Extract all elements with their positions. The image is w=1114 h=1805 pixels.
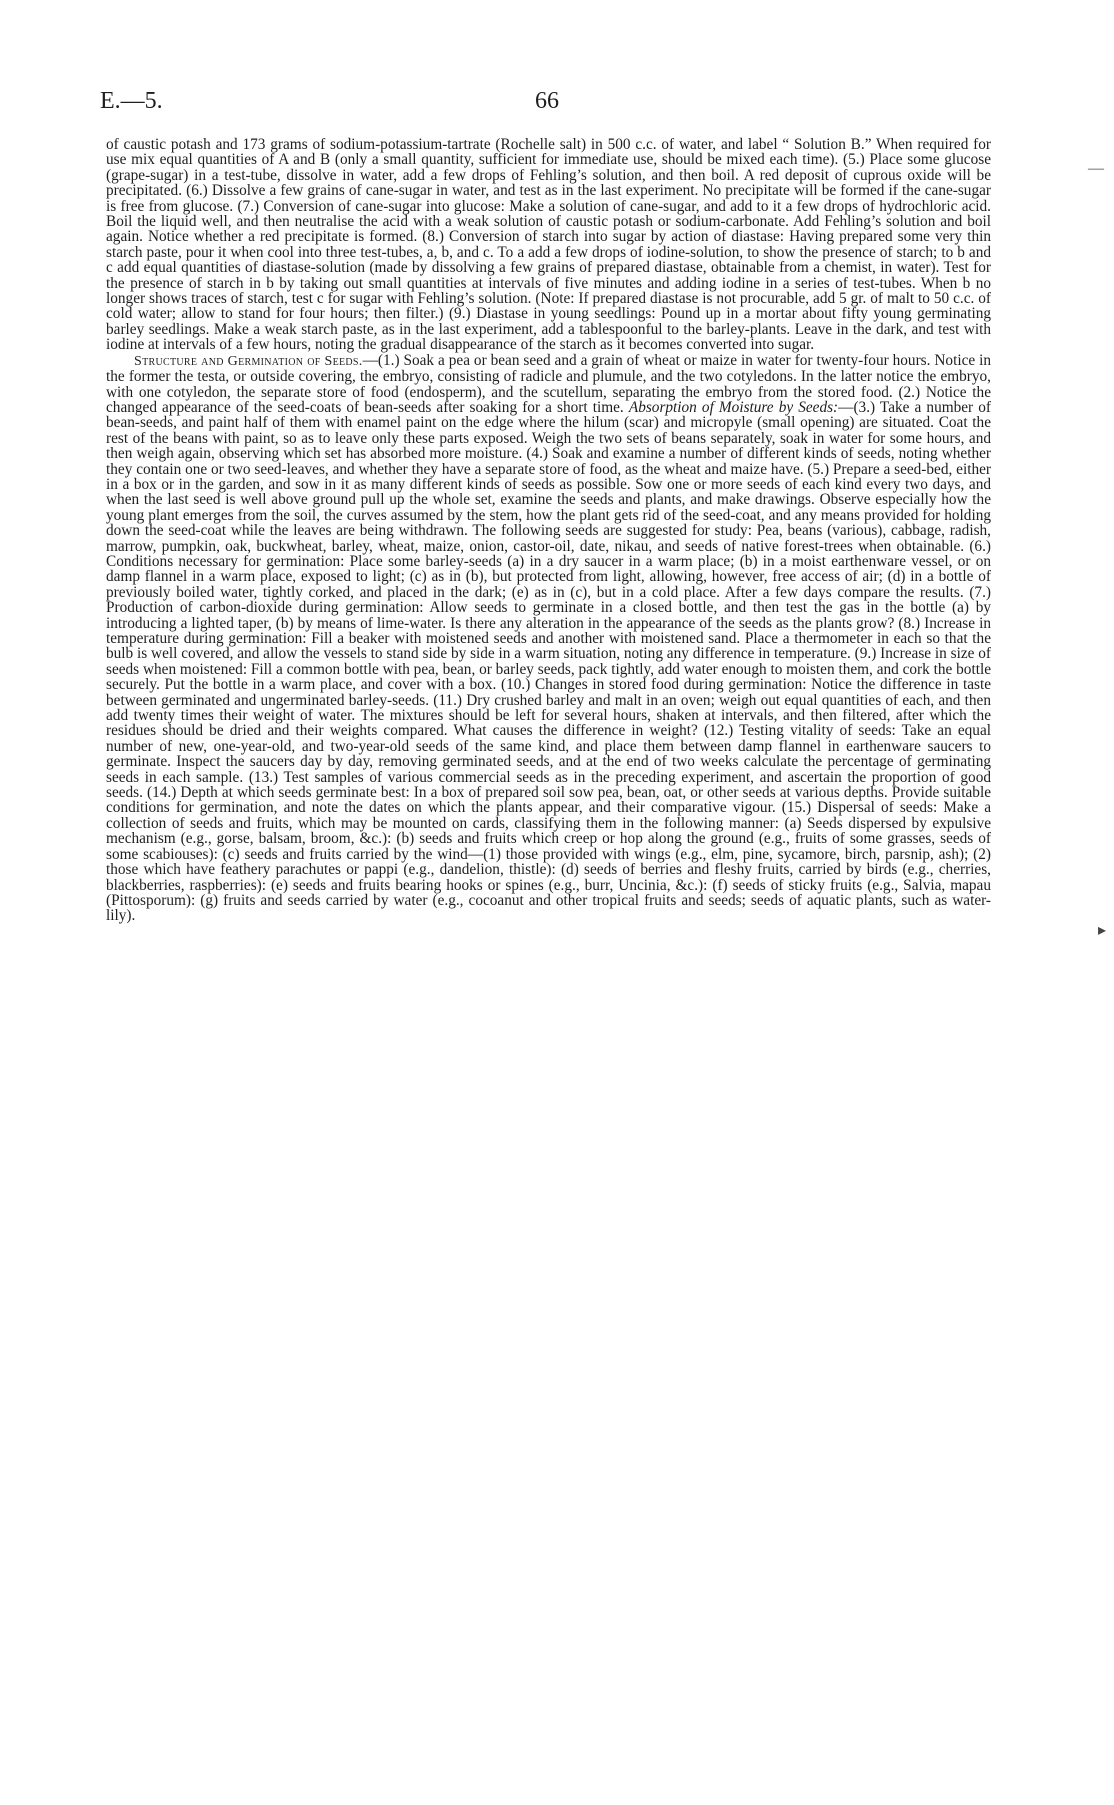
paragraph-seeds-part2: —(3.) Take a number of bean-seeds, and paint half of them with enamel paint on the edge where the hilum (scar) and micropyle (small opening) are situated. Coat the rest of the beans with paint, so as to leave only these parts exposed. Weigh the two sets of beans separately, soak in water for some hours, and then weigh again, observing which set has absorbed more moisture. (4.) Soak and examine a number of different kinds of seeds, noting whether they contain one or two seed-leaves, and whether they have a separate store of food, as the wheat and maize have. (5.) Prepare a seed-bed, either in a box or in the garden, and sow in it as many different kinds of seeds as possible. Sow one or more seeds of each kind every two days, and when the last seed is well above ground pull up the whole set, examine the seeds and plants, and make drawings. Observe especially how the young plant emerges from the soil, the curves assumed by the stem, how the plant gets rid of the seed-coat, and any means provided for holding down the seed-coat while the leaves are being withdrawn. The following seeds are suggested for study: Pea, beans (various), cabbage, radish, marrow, pumpkin, oak, buckwheat, barley, wheat, maize, onion, castor-oil, date, nikau, and seeds of native forest-trees when obtainable. (6.) Conditions necessary for germination: Place some barley-seeds (a) in a dry saucer in a warm place; (b) in a moist earthenware vessel, or on damp flannel in a warm place, exposed to light; (c) as in (b), but protected from light, allowing, however, free access of air; (d) in a bottle of previously boiled water, tightly corked, and placed in the dark; (e) as in (c), but in a cold place. After a few days compare the results. (7.) Production of carbon-dioxide during germination: Allow seeds to germinate in a closed bottle, and then test the gas in the bottle (a) by introducing a lighted taper, (b) by means of lime-water. Is there any alteration in the appearance of the seeds as the plants grow? (8.) Increase in temperature during germination: Fill a beaker with moistened seeds and another with moistened sand. Place a thermometer in each so that the bulb is well covered, and allow the vessels to stand side by side in a warm situation, noting any difference in temperature. (9.) Increase in size of seeds when moistened: Fill a common bottle with pea, bean, or barley seeds, pack tightly, add water enough to moisten them, and cork the bottle securely. Put the bottle in a warm place, and cover with a box. (10.) Changes in stored food during germination: Notice the difference in taste between germinated and ungerminated barley-seeds. (11.) Dry crushed barley and malt in an oven; weigh out equal quantities of each, and then add twenty times their weight of water. The mixtures should be left for several hours, shaken at intervals, and then filtered, after which the residues should be dried and their weights compared. What causes the difference in weight? (12.) Testing vitality of seeds: Take an equal number of new, one-year-old, and two-year-old seeds of the same kind, and place them between damp flannel in earthenware saucers to germinate. Inspect the saucers day by day, removing germinated seeds, and at the end of two weeks calculate the percentage of germinating seeds in each sample. (13.) Test samples of various commercial seeds as in the preceding experiment, and ascertain the proportion of good seeds. (14.) Depth at which seeds germinate best: In a box of prepared soil sow pea, bean, oat, or other seeds at various depths. Provide suitable conditions for germination, and note the dates on which the plants appear, and their comparative vigour. (15.) Dispersal of seeds: Make a collection of seeds and fruits, which may be mounted on cards, classifying them in the following manner: (a) Seeds dispersed by expulsive mechanism (e.g., gorse, balsam, broom, &c.): (b) seeds and fruits which creep or hop along the ground (e.g., fruits of some grasses, seeds of some scabiouses): (c) seeds and fruits carried by the wind—(1) those provided with wings (e.g., elm, pine, sycamore, birch, parsnip, ash); (2) those which have feathery parachutes or pappi (e.g., dandelion, thistle): (d) seeds of berries and fleshy fruits, carried by birds (e.g., cherries, blackberries, raspberries): (e) seeds and fruits bearing hooks or spines (e.g., burr, Uncinia, &c.): (f) seeds of sticky fruits (e.g., Salvia, mapau (Pittosporum): (g) fruits and seeds carried by water (e.g., cocoanut and other tropical fruits and seeds; seeds of aquatic plants, such as water-lily). [106, 398, 991, 925]
page-body [106, 137, 991, 924]
paragraph-seeds [106, 353, 991, 924]
paragraph-seeds-part1: —(1.) Soak a pea or bean seed and a grain of wheat or maize in water for twenty-four hours. Notice in the former the testa, or outside covering, the embryo, consisting of radicle and plumule, and the two cotyledons. In the latter notice the embryo, with one cotyledon, the separate store of food (endosperm), and the scutellum, separating the embryo from the stored food. (2.) Notice the changed appearance of the seed-coats of bean-seeds after soaking for a short time. [106, 351, 991, 416]
margin-mark-middle: ▸ [1098, 922, 1107, 939]
document-code: E.—5. [100, 88, 163, 114]
subheading-absorption: Absorption of Moisture by Seeds: [628, 398, 839, 416]
section-title: Structure and Germination of Seeds. [134, 353, 363, 369]
margin-mark-top: — [1088, 160, 1104, 177]
paragraph-chemistry-tests: of caustic potash and 173 grams of sodium-potassium-tartrate (Rochelle salt) in 500 c.c. of water, and label “ Solution B.” When required for use mix equal quantities of A and B (only a small quantity, sufficient for immediate use, should be mixed each time). (5.) Place some glucose (grape-sugar) in a test-tube, dissolve in water, add a few drops of Fehling’s solution, and then boil. A red deposit of cuprous oxide will be precipitated. (6.) Dissolve a few grains of cane-sugar in water, and test as in the last experiment. No precipitate will be formed if the cane-sugar is free from glucose. (7.) Conversion of cane-sugar into glucose: Make a solution of cane-sugar, and add to it a few drops of hydrochloric acid. Boil the liquid well, and then neutralise the acid with a weak solution of caustic potash or sodium-carbonate. Add Fehling’s solution and boil again. Notice whether a red precipitate is formed. (8.) Conversion of starch into sugar by action of diastase: Having prepared some very thin starch paste, pour it when cool into three test-tubes, a, b, and c. To a add a few drops of iodine-solution, to show the presence of starch; to b and c add equal quantities of diastase-solution (made by dissolving a few grains of prepared diastase, obtainable from a chemist, in water). Test for the presence of starch in b by taking out small quantities at intervals of five minutes and adding iodine in a series of test-tubes. When b no longer shows traces of starch, test c for sugar with Fehling’s solution. (Note: If prepared diastase is not procurable, add 5 gr. of malt to 50 c.c. of cold water; allow to stand for four hours; then filter.) (9.) Diastase in young seedlings: Pound up in a mortar about fifty young germinating barley seedlings. Make a weak starch paste, as in the last experiment, add a tablespoonful to the barley-plants. Leave in the dark, and test with iodine at intervals of a few hours, noting the gradual disappearance of the starch as it becomes converted into sugar. [106, 136, 991, 354]
page-header [100, 88, 1000, 128]
page-number: 66 [535, 88, 559, 114]
